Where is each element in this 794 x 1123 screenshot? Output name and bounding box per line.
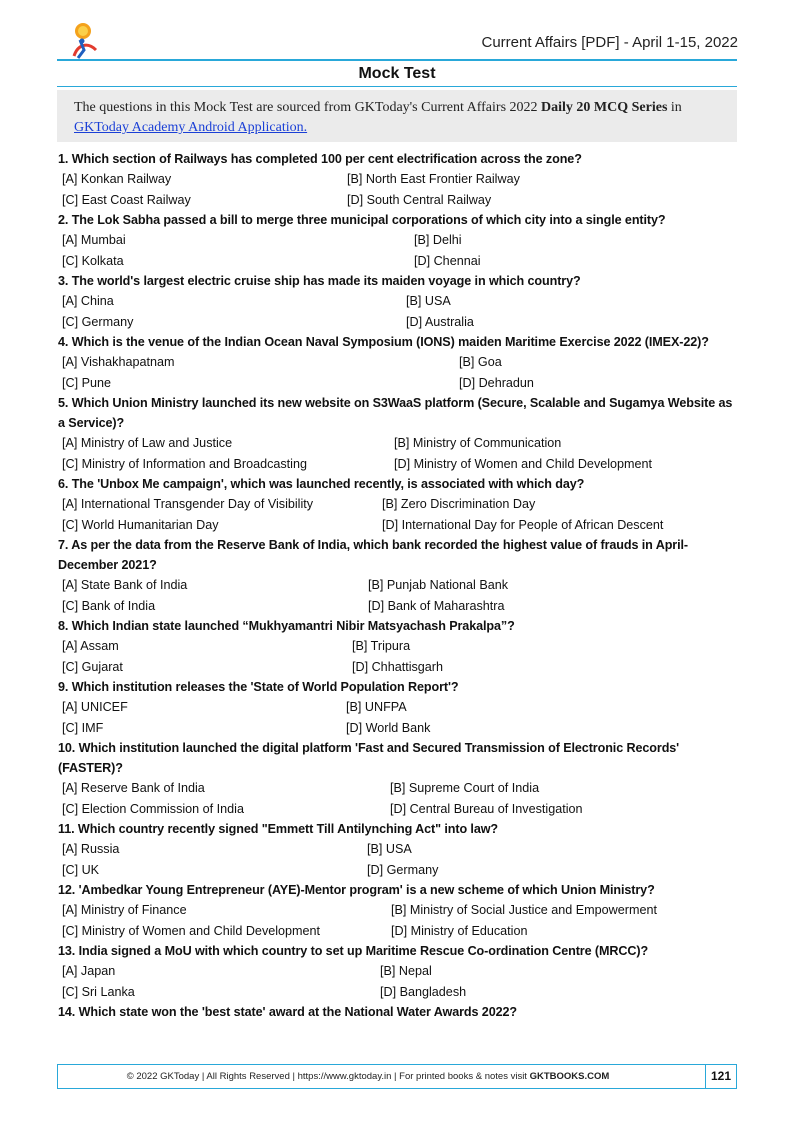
question-text: 5. Which Union Ministry launched its new website on S3WaaS platform (Secure, Scalable and Sugamya Website as a Service)?: [58, 396, 733, 430]
question-text: 4. Which is the venue of the Indian Ocean Naval Symposium (IONS) maiden Maritime Exercise 2022 (IMEX-22)?: [58, 335, 709, 349]
option-b: [B] UNFPA: [346, 700, 407, 714]
question-text: 13. India signed a MoU with which country to set up Maritime Rescue Co-ordination Centre (MRCC)?: [58, 944, 649, 958]
question-text: 9. Which institution releases the 'State of World Population Report'?: [58, 680, 459, 694]
gktoday-logo-icon: [66, 20, 102, 60]
footer-brand-link[interactable]: GKTBOOKS.COM: [529, 1071, 610, 1082]
option-b: [B] Nepal: [380, 964, 432, 978]
option-a: [A] Reserve Bank of India: [62, 781, 205, 795]
header-title: Current Affairs [PDF] - April 1-15, 2022: [481, 34, 738, 51]
footer-text: © 2022 GKToday | All Rights Reserved | https://www.gktoday.in | For printed books & notes visit: [126, 1071, 530, 1082]
options-grid: [58, 839, 738, 880]
options-grid: [58, 291, 738, 332]
page-title: Mock Test: [358, 65, 436, 82]
option-a: [A] International Transgender Day of Visibility: [62, 497, 314, 511]
intro-series-name: Daily 20 MCQ Series: [541, 100, 668, 115]
option-a: [A] Japan: [62, 964, 116, 978]
option-d: [D] Bangladesh: [380, 984, 467, 999]
option-d: [D] International Day for People of African Descent: [382, 517, 664, 532]
option-d: [D] Central Bureau of Investigation: [390, 801, 583, 816]
option-a: [A] Mumbai: [62, 233, 126, 247]
option-c: [C] Bank of India: [62, 598, 156, 613]
academy-app-link[interactable]: GKToday Academy Android Application.: [74, 120, 308, 135]
option-b: [B] Ministry of Social Justice and Empowerment: [391, 903, 657, 917]
option-c: [C] UK: [62, 862, 100, 877]
options-grid: [58, 433, 738, 474]
question-text: 3. The world's largest electric cruise ship has made its maiden voyage in which country?: [58, 274, 581, 288]
question-item: [58, 616, 738, 677]
page-footer: [57, 1064, 737, 1089]
question-item: [58, 535, 738, 616]
option-d: [D] Chennai: [414, 253, 481, 268]
option-c: [C] World Humanitarian Day: [62, 517, 219, 532]
options-grid: [58, 575, 738, 616]
option-c: [C] Pune: [62, 375, 112, 390]
option-b: [B] North East Frontier Railway: [347, 172, 520, 186]
option-b: [B] Ministry of Communication: [394, 436, 562, 450]
option-b: [B] Goa: [459, 355, 502, 369]
question-text: 10. Which institution launched the digital platform 'Fast and Secured Transmission of Electronic Records' (FASTER)?: [58, 741, 680, 775]
options-grid: [58, 697, 738, 738]
option-c: [C] Sri Lanka: [62, 984, 135, 999]
options-grid: [58, 494, 738, 535]
options-grid: [58, 230, 738, 271]
question-item: [58, 332, 738, 393]
footer-copyright: [58, 1071, 678, 1082]
option-a: [A] Konkan Railway: [62, 172, 172, 186]
question-text: 7. As per the data from the Reserve Bank of India, which bank recorded the highest value of frauds in April-December 2021?: [58, 538, 688, 572]
option-b: [B] Tripura: [352, 639, 411, 653]
option-d: [D] World Bank: [346, 720, 431, 735]
option-a: [A] UNICEF: [62, 700, 128, 714]
question-item: [58, 819, 738, 880]
option-d: [D] Ministry of Women and Child Development: [394, 456, 653, 471]
question-text: 8. Which Indian state launched “Mukhyamantri Nibir Matsyachash Prakalpa”?: [58, 619, 515, 633]
options-grid: [58, 778, 738, 819]
question-item: [58, 271, 738, 332]
option-c: [C] Germany: [62, 314, 134, 329]
question-text: 6. The 'Unbox Me campaign', which was launched recently, is associated with which day?: [58, 477, 585, 491]
option-a: [A] China: [62, 294, 114, 308]
option-c: [C] IMF: [62, 720, 104, 735]
question-item: [58, 880, 738, 941]
header-divider: [57, 59, 737, 61]
question-text: 12. 'Ambedkar Young Entrepreneur (AYE)-Mentor program' is a new scheme of which Union Ministry?: [58, 883, 655, 897]
question-item: [58, 474, 738, 535]
question-item: [58, 149, 738, 210]
question-text-last: 14. Which state won the 'best state' award at the National Water Awards 2022?: [58, 1005, 518, 1019]
option-d: [D] Chhattisgarh: [352, 659, 443, 674]
question-text: 11. Which country recently signed "Emmett Till Antilynching Act" into law?: [58, 822, 499, 836]
intro-box: [57, 90, 737, 142]
title-divider: [57, 86, 737, 87]
options-grid: [58, 352, 738, 393]
option-c: [C] Ministry of Information and Broadcasting: [62, 456, 307, 471]
option-a: [A] Russia: [62, 842, 120, 856]
option-c: [C] Election Commission of India: [62, 801, 244, 816]
options-grid: [58, 169, 738, 210]
intro-text-2: in: [667, 100, 682, 115]
option-d: [D] Bank of Maharashtra: [368, 598, 505, 613]
option-b: [B] USA: [367, 842, 412, 856]
question-item: [58, 941, 738, 1002]
option-b: [B] Punjab National Bank: [368, 578, 509, 592]
intro-text: The questions in this Mock Test are sourced from GKToday's Current Affairs 2022: [74, 100, 542, 115]
option-a: [A] Vishakhapatnam: [62, 355, 175, 369]
option-b: [B] Delhi: [414, 233, 462, 247]
question-item: [58, 738, 738, 819]
option-c: [C] Ministry of Women and Child Development: [62, 923, 321, 938]
option-d: [D] Australia: [406, 314, 474, 329]
option-b: [B] USA: [406, 294, 451, 308]
options-grid: [58, 961, 738, 1002]
option-d: [D] Dehradun: [459, 375, 534, 390]
option-a: [A] Ministry of Finance: [62, 903, 187, 917]
option-c: [C] East Coast Railway: [62, 192, 191, 207]
option-a: [A] Ministry of Law and Justice: [62, 436, 233, 450]
question-item: [58, 393, 738, 474]
option-b: [B] Zero Discrimination Day: [382, 497, 536, 511]
page-number: 121: [705, 1065, 736, 1088]
option-a: [A] Assam: [62, 639, 119, 653]
question-list: [58, 149, 738, 1022]
option-d: [D] Germany: [367, 862, 439, 877]
question-item: [58, 677, 738, 738]
options-grid: [58, 636, 738, 677]
options-grid: [58, 900, 738, 941]
option-c: [C] Gujarat: [62, 659, 123, 674]
option-d: [D] South Central Railway: [347, 192, 492, 207]
option-a: [A] State Bank of India: [62, 578, 188, 592]
option-d: [D] Ministry of Education: [391, 923, 528, 938]
option-c: [C] Kolkata: [62, 253, 124, 268]
question-text: 1. Which section of Railways has completed 100 per cent electrification across the zone?: [58, 152, 582, 166]
question-item: [58, 210, 738, 271]
question-text: 2. The Lok Sabha passed a bill to merge three municipal corporations of which city into a single entity?: [58, 213, 666, 227]
option-b: [B] Supreme Court of India: [390, 781, 540, 795]
